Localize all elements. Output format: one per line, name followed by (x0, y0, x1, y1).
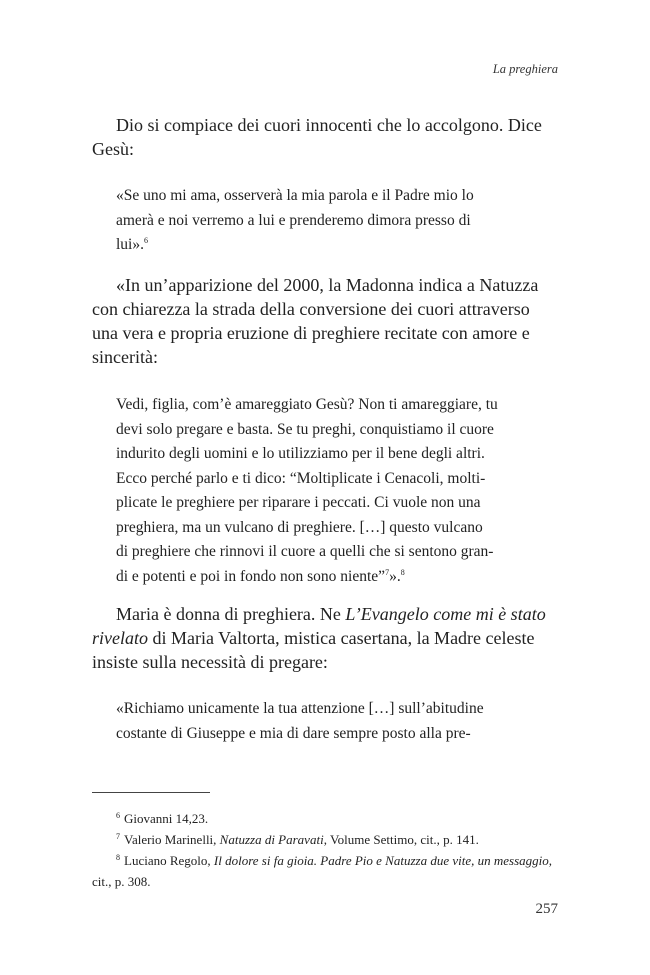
footnote-text: Giovanni 14,23. (124, 811, 209, 826)
paragraph-text: Maria è donna di preghiera. Ne (116, 604, 346, 624)
footnote-8-continued (92, 871, 558, 892)
footnote-text: Valerio Marinelli, (124, 832, 220, 847)
footnote-7 (92, 829, 558, 850)
running-head: La preghiera (492, 62, 558, 76)
book-title: L’Evangelo come mi è stato (345, 604, 546, 624)
footnote-divider (92, 792, 210, 793)
quote-line: costante di Giuseppe e mia di dare sempre posto alla pre- (116, 724, 471, 742)
paragraph-text: di Maria Valtorta, mistica casertana, la Madre celeste (148, 628, 535, 648)
quote-text: ». (389, 567, 401, 585)
footnote-number: 8 (116, 852, 120, 862)
quote-line: Ecco perché parlo e ti dico: “Moltiplicate i Cenacoli, molti- (116, 469, 486, 487)
quote-line: devi solo pregare e basta. Se tu preghi, conquistiamo il cuore (116, 420, 494, 438)
block-quote-2 (116, 393, 536, 589)
paragraph-line: con chiarezza la strada della conversione dei cuori attraverso (92, 299, 530, 319)
footnote-text: Luciano Regolo, (124, 853, 214, 868)
quote-line: amerà e noi verremo a lui e prenderemo dimora presso di (116, 211, 471, 229)
footnotes (92, 808, 558, 892)
paragraph-line (92, 626, 558, 650)
book-title: rivelato (92, 628, 148, 648)
block-quote-3 (116, 697, 536, 746)
quote-line: «Se uno mi ama, osserverà la mia parola e il Padre mio lo (116, 187, 474, 204)
paragraph-line: insiste sulla necessità di pregare: (92, 652, 328, 672)
quote-line (116, 233, 536, 258)
quote-line: plicate le preghiere per riparare i peccati. Ci vuole non una (116, 494, 481, 511)
page-number: 257 (535, 901, 558, 917)
footnote-title: Il dolore si fa gioia. Padre Pio e Natuzza due vite, un messaggio (213, 853, 549, 868)
quote-line: Vedi, figlia, com’è amareggiato Gesù? Non ti amareggiare, tu (116, 396, 498, 413)
footnote-number: 6 (116, 810, 120, 820)
block-quote-1 (116, 184, 536, 258)
footnote-reference: 6 (144, 235, 148, 245)
paragraph-line (92, 602, 558, 626)
body-paragraph-2 (92, 273, 558, 369)
paragraph-line: «In un’apparizione del 2000, la Madonna indica a Natuzza (116, 275, 539, 295)
quote-line: «Richiamo unicamente la tua attenzione […] sull’abitudine (116, 700, 484, 717)
footnote-reference: 8 (400, 567, 405, 577)
footnote-8 (92, 850, 558, 871)
footnote-reference: 7 (385, 567, 390, 577)
footnote-6 (92, 808, 558, 829)
body-paragraph-1 (92, 113, 558, 161)
footnote-text: cit., p. 308. (92, 874, 151, 889)
quote-text: lui». (116, 236, 144, 253)
quote-text: di e potenti e poi in fondo non sono niente” (116, 567, 386, 585)
paragraph-line: Gesù: (92, 139, 134, 159)
paragraph-line: Dio si compiace dei cuori innocenti che lo accolgono. Dice (116, 115, 542, 135)
body-paragraph-3 (92, 602, 558, 674)
quote-line: preghiera, ma un vulcano di preghiere. […] questo vulcano (116, 518, 483, 536)
quote-line: di preghiere che rinnovi il cuore a quelli che si sentono gran- (116, 543, 494, 560)
paragraph-line: una vera e propria eruzione di preghiere recitate con amore e (92, 323, 530, 343)
paragraph-line: sincerità: (92, 347, 158, 367)
footnote-text: , Volume Settimo, cit., p. 141. (323, 832, 479, 847)
footnote-number: 7 (116, 831, 120, 841)
footnote-text: , (548, 853, 552, 868)
footnote-title: Natuzza di Paravati (219, 832, 324, 847)
quote-line (116, 565, 536, 590)
quote-line: indurito degli uomini e lo utilizziamo per il bene degli altri. (116, 445, 485, 462)
